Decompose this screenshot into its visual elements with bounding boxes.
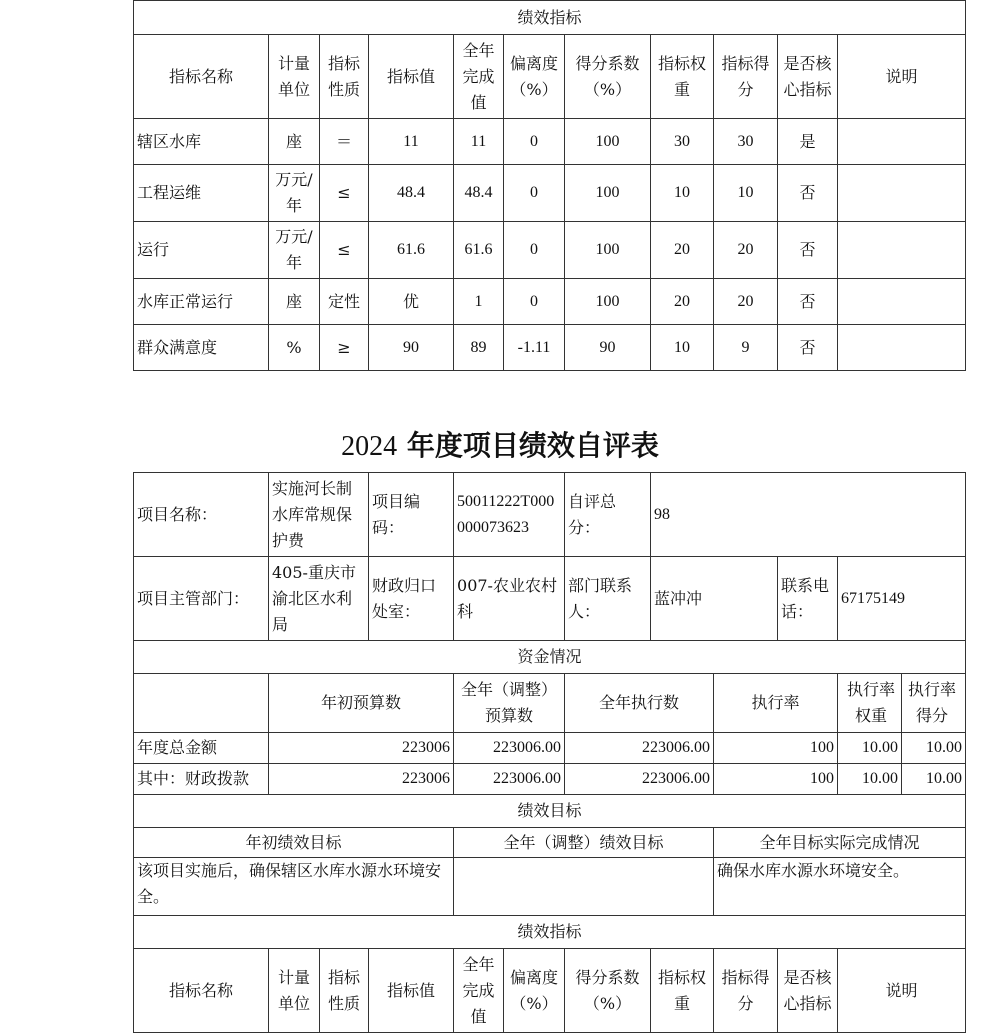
table-row [134,222,966,279]
table-row [134,858,966,916]
column-header: 指标名称 [134,949,269,1033]
table-cell: 100 [714,764,838,795]
table-cell: 223006 [269,733,454,764]
table-cell: 223006.00 [565,764,714,795]
table-row [134,279,966,325]
project-info-row [134,473,966,557]
table-cell [838,764,966,795]
table-cell: 辖区水库 [134,119,269,165]
table-header-row [134,828,966,858]
table-cell: 否 [778,165,838,222]
table-cell: 0 [504,279,565,325]
table-cell [838,733,966,764]
table-cell: 否 [778,222,838,279]
table-cell: ＝ [320,119,369,165]
table-cell [838,165,966,222]
table-row [134,119,966,165]
column-header: 指标名称 [134,35,269,119]
table-cell: 1 [454,279,504,325]
table-cell: 61.6 [369,222,454,279]
title-year: 2024 [341,431,398,462]
column-header: 全年完成值 [454,35,504,119]
table-cell [454,858,714,916]
table-cell: 48.4 [369,165,454,222]
project-code-value: 50011222T000000073623 [454,473,565,557]
table-row [134,325,966,371]
project-info-row [134,557,966,641]
column-header: 得分系数（%） [565,35,651,119]
table-cell: 10 [714,165,778,222]
self-score-label: 自评总分： [565,473,651,557]
self-score-value: 98 [651,473,966,557]
phone-label: 联系电话： [778,557,838,641]
dept-value: 405-重庆市渝北区水利局 [269,557,369,641]
table-cell: 223006.00 [454,733,565,764]
table-cell [838,119,966,165]
table-header-row [134,949,966,1033]
table-cell: 30 [714,119,778,165]
column-header: 指标值 [369,949,454,1033]
table-header-row [134,674,966,733]
table-cell: 万元/年 [269,165,320,222]
table-row [134,733,966,764]
table-cell: 工程运维 [134,165,269,222]
project-code-label: 项目编码： [369,473,454,557]
table-cell: 100 [714,733,838,764]
table-cell: 其中：财政拨款 [134,764,269,795]
table-cell: 9 [714,325,778,371]
column-header: 执行率权重 [841,674,902,732]
table-cell: 0 [504,165,565,222]
column-header: 得分系数（%） [565,949,651,1033]
table-cell: 20 [714,222,778,279]
dept-label: 项目主管部门： [134,557,269,641]
table-cell: 否 [778,325,838,371]
table-cell: 0 [504,222,565,279]
table-cell [838,222,966,279]
column-header: 全年完成值 [454,949,504,1033]
table-cell: 30 [651,119,714,165]
table-cell: 座 [269,279,320,325]
table-cell: 48.4 [454,165,504,222]
finance-label: 财政归口处室： [369,557,454,641]
table-cell: 0 [504,119,565,165]
column-header: 说明 [838,949,966,1033]
finance-value: 007-农业农村科 [454,557,565,641]
column-header: 年初预算数 [269,674,454,733]
column-header: 执行率 [714,674,838,733]
contact-label: 部门联系人： [565,557,651,641]
column-header: 偏离度（%） [504,949,565,1033]
table-cell: 10.00 [926,739,963,756]
column-header: 全年（调整）绩效目标 [454,828,714,858]
table-cell [838,279,966,325]
section-header: 绩效目标 [134,795,966,828]
table-cell: 20 [651,279,714,325]
contact-value: 蓝冲冲 [651,557,778,641]
column-header: 年初绩效目标 [134,828,454,858]
title-text: 年度项目绩效自评表 [406,429,659,462]
performance-indicator-table-top [133,0,966,371]
table-header-row [134,35,966,119]
table-cell: 是 [778,119,838,165]
section-header: 绩效指标 [134,916,966,949]
column-header: 计量单位 [269,35,320,119]
table-cell: 11 [454,119,504,165]
page-title [0,424,1000,469]
table-cell [838,325,966,371]
column-header: 指标得分 [714,35,778,119]
column-header: 指标权重 [651,35,714,119]
table-cell: 100 [565,165,651,222]
table-cell: 100 [565,222,651,279]
table-cell: ≤ [320,222,369,279]
empty-cell [134,674,269,733]
column-header: 指标得分 [714,949,778,1033]
table-cell: 89 [454,325,504,371]
table-cell: 10.00 [926,770,963,787]
table-cell: 20 [714,279,778,325]
column-header: 是否核心指标 [778,949,838,1033]
table-cell: 座 [269,119,320,165]
table-cell: 10.00 [838,764,902,794]
table-cell: % [269,325,320,371]
table-cell: 否 [778,279,838,325]
column-header: 全年执行数 [565,674,714,733]
column-header: 指标性质 [320,35,369,119]
column-header: 全年（调整）预算数 [454,674,565,733]
table-cell: 该项目实施后，确保辖区水库水源水环境安全。 [134,858,454,916]
table-cell: ≥ [320,325,369,371]
section-header: 绩效指标 [134,1,966,35]
column-header: 偏离度（%） [504,35,565,119]
column-header: 指标性质 [320,949,369,1033]
table-cell: 223006.00 [565,733,714,764]
table-cell: 群众满意度 [134,325,269,371]
column-header: 指标值 [369,35,454,119]
table-cell: 定性 [320,279,369,325]
project-name-value: 实施河长制水库常规保护费 [269,473,369,557]
table-cell: 90 [565,325,651,371]
table-cell: -1.11 [504,325,565,371]
table-row [134,165,966,222]
table-cell: 运行 [134,222,269,279]
table-cell: 10.00 [838,733,902,763]
table-row [134,764,966,795]
column-header [838,674,966,733]
column-header: 说明 [838,35,966,119]
column-header: 执行率得分 [908,680,957,725]
table-cell: 万元/年 [269,222,320,279]
table-cell: 10 [651,165,714,222]
table-cell: ≤ [320,165,369,222]
table-cell: 年度总金额 [134,733,269,764]
column-header: 指标权重 [651,949,714,1033]
table-cell: 100 [565,279,651,325]
table-cell: 100 [565,119,651,165]
column-header: 是否核心指标 [778,35,838,119]
project-self-evaluation-table [133,472,966,1033]
table-cell: 223006.00 [454,764,565,795]
table-cell: 20 [651,222,714,279]
table-cell: 水库正常运行 [134,279,269,325]
table-cell: 确保水库水源水环境安全。 [714,858,966,916]
table-cell: 优 [369,279,454,325]
table-cell: 11 [369,119,454,165]
table-cell: 61.6 [454,222,504,279]
column-header: 全年目标实际完成情况 [714,828,966,858]
phone-value: 67175149 [838,557,966,641]
section-header: 资金情况 [134,641,966,674]
table-cell: 10 [651,325,714,371]
column-header: 计量单位 [269,949,320,1033]
table-cell: 223006 [269,764,454,795]
project-name-label: 项目名称： [134,473,269,557]
table-cell: 90 [369,325,454,371]
